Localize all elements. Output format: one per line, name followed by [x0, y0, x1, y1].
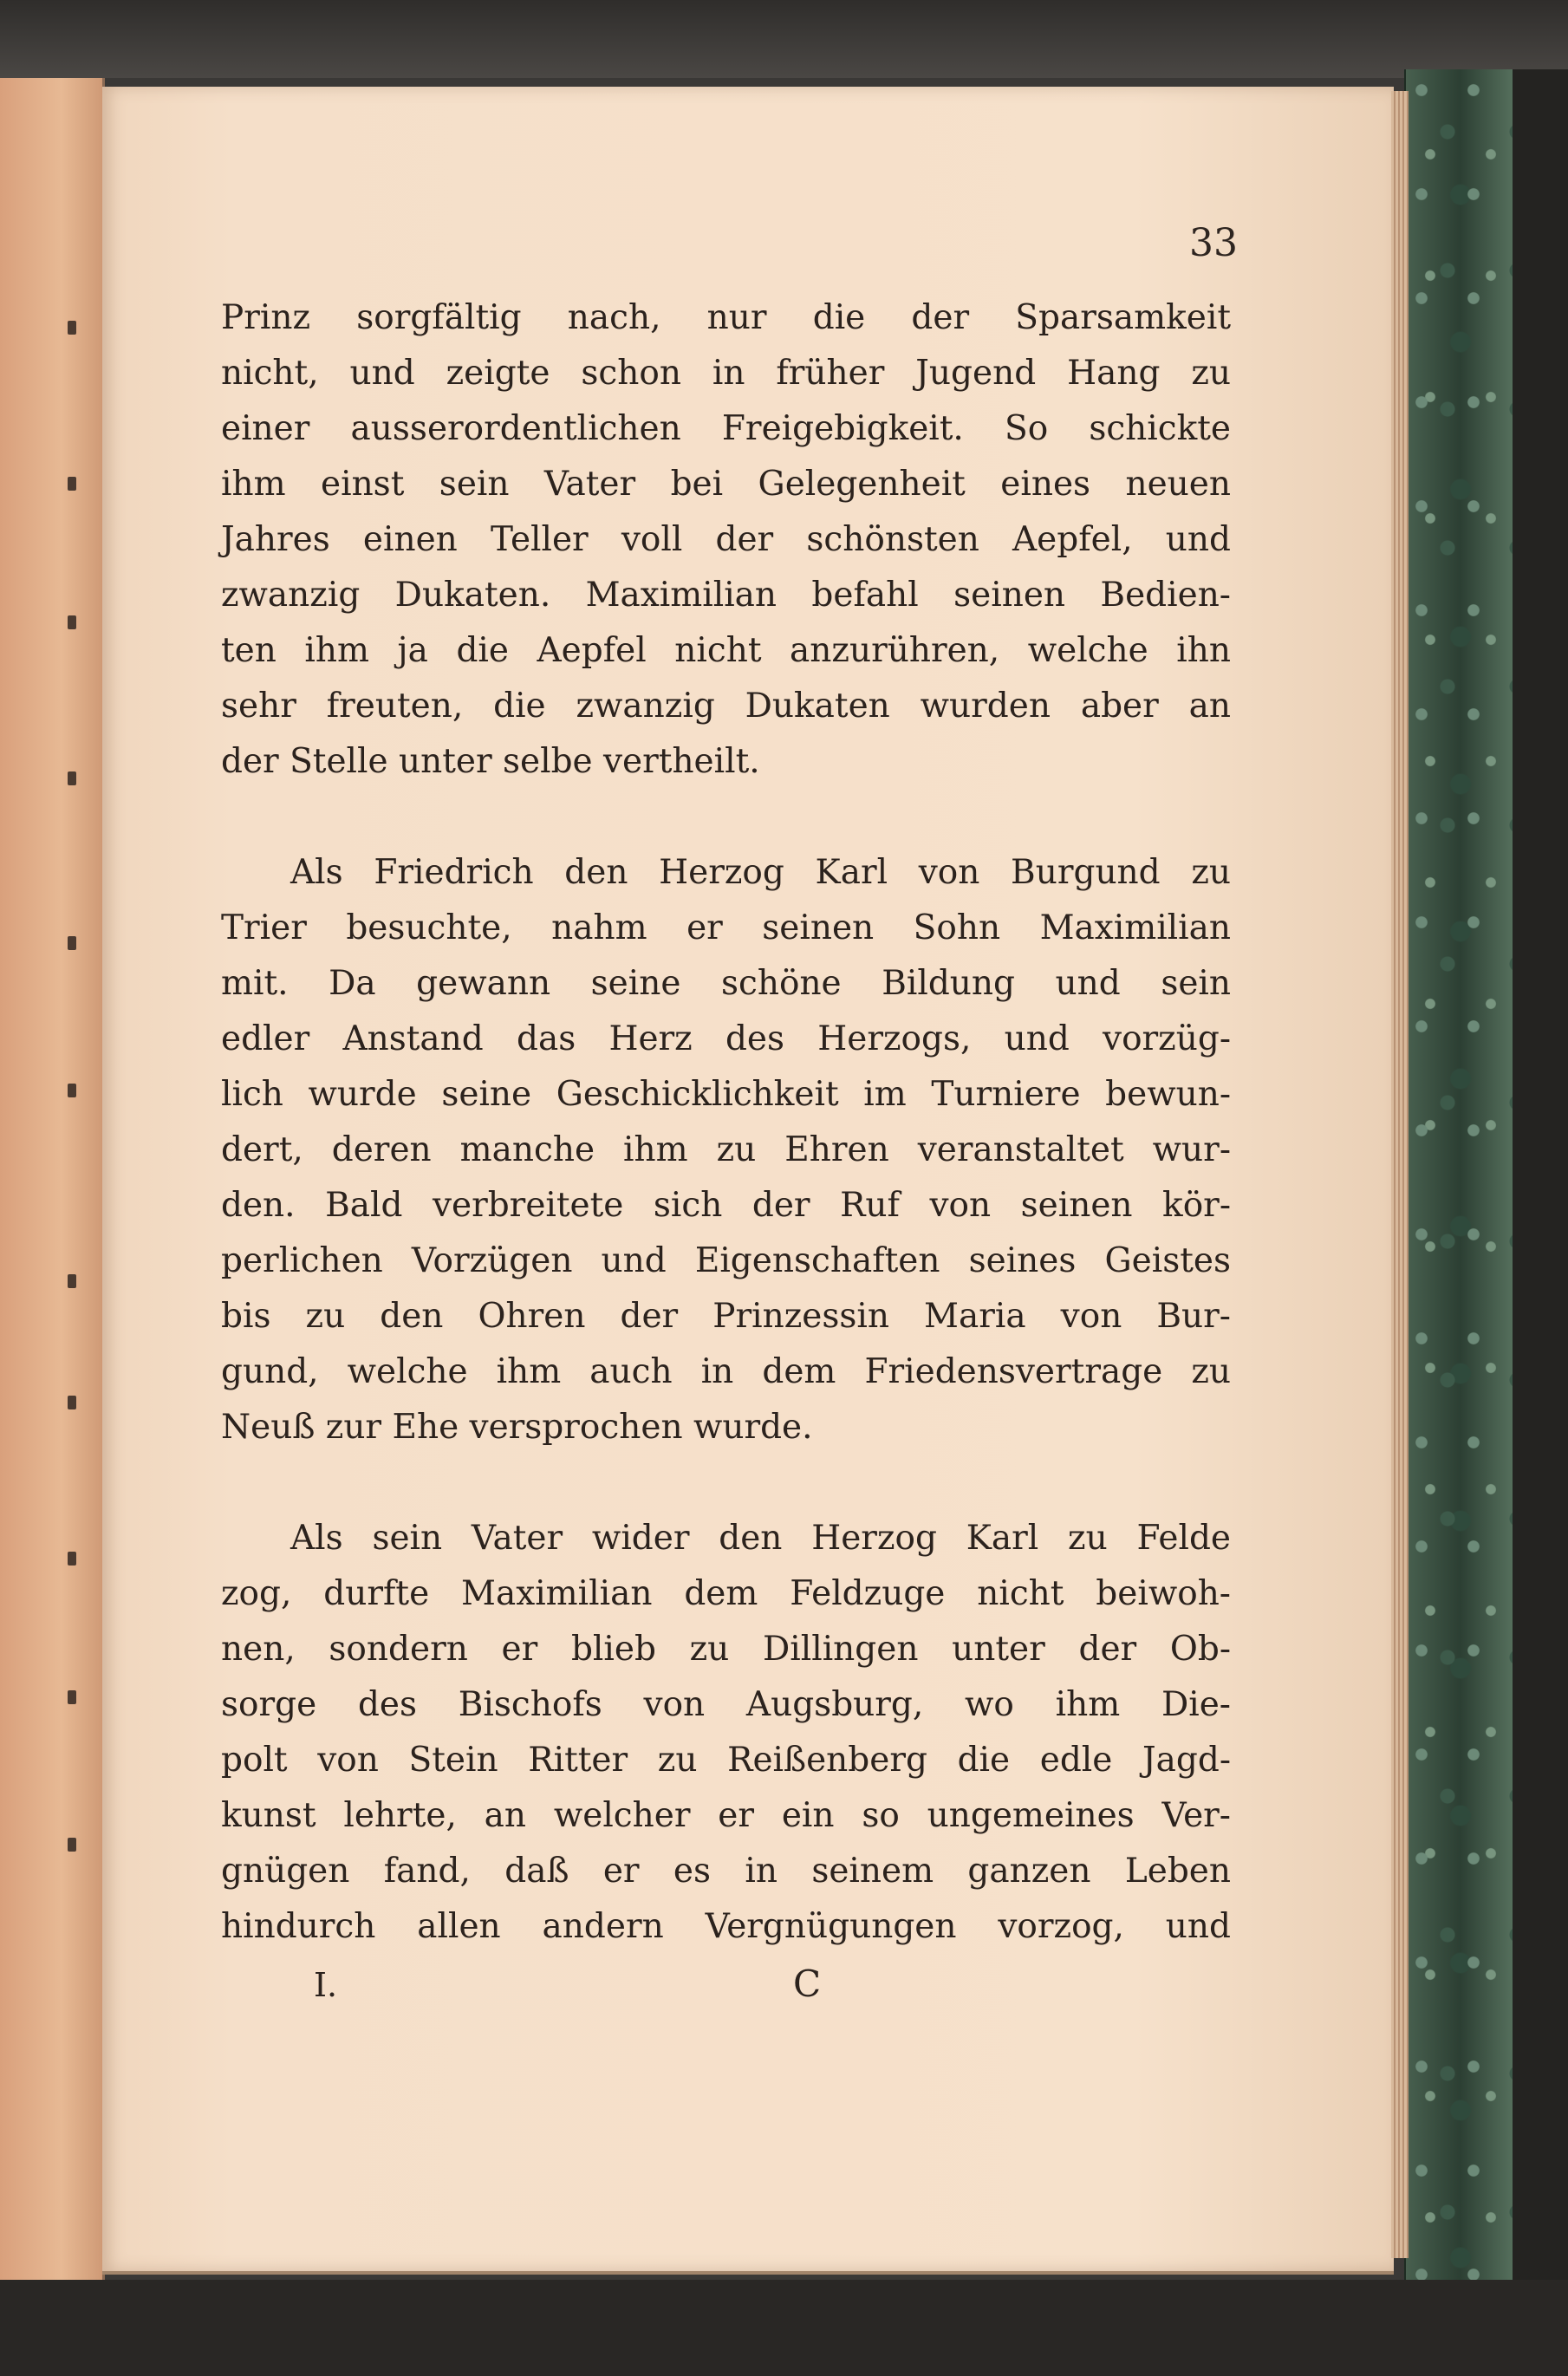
text-line: der Stelle unter selbe vertheilt. — [221, 742, 760, 781]
paragraph-gap — [221, 1455, 1231, 1511]
text-line: einer ausserordentlichen Freigebigkeit. So schickte — [221, 409, 1231, 448]
paragraph-1 — [221, 290, 1231, 790]
text-line: sehr freuten, die zwanzig Dukaten wurden aber an — [221, 687, 1231, 726]
text-line: lich wurde seine Geschicklichkeit im Turniere bewun- — [221, 1075, 1231, 1114]
text-line: sorge des Bischofs von Augsburg, wo ihm Die- — [221, 1685, 1231, 1724]
left-page-bleed-marks — [68, 251, 94, 1898]
catchword: C — [793, 1963, 822, 2005]
body-text — [221, 290, 1231, 1955]
text-line: nen, sondern er blieb zu Dillingen unter der Ob- — [221, 1630, 1231, 1669]
text-line: zog, durfte Maximilian dem Feldzuge nicht beiwoh- — [221, 1574, 1231, 1613]
paragraph-3 — [221, 1511, 1231, 1955]
text-line: zwanzig Dukaten. Maximilian befahl seinen Bedien- — [221, 576, 1231, 615]
left-page-edge — [0, 78, 105, 2280]
text-line: hindurch allen andern Vergnügungen vorzog, und — [221, 1907, 1231, 1946]
text-line: mit. Da gewann seine schöne Bildung und sein — [221, 964, 1231, 1003]
text-line: nicht, und zeigte schon in früher Jugend Hang zu — [221, 354, 1231, 393]
text-line: polt von Stein Ritter zu Reißenberg die edle Jagd- — [221, 1741, 1231, 1780]
paragraph-2 — [221, 845, 1231, 1455]
background-bottom — [0, 2280, 1568, 2376]
text-line: perlichen Vorzügen und Eigenschaften seines Geistes — [221, 1241, 1231, 1280]
text-line: Prinz sorgfältig nach, nur die der Sparsamkeit — [221, 298, 1231, 337]
text-line: bis zu den Ohren der Prinzessin Maria von Bur- — [221, 1297, 1231, 1336]
text-line: ihm einst sein Vater bei Gelegenheit eines neuen — [221, 465, 1231, 504]
text-line: kunst lehrte, an welcher er ein so ungemeines Ver- — [221, 1796, 1231, 1835]
text-line: edler Anstand das Herz des Herzogs, und vorzüg- — [221, 1019, 1231, 1058]
text-line: Als sein Vater wider den Herzog Karl zu Felde — [290, 1519, 1231, 1558]
text-line: Trier besuchte, nahm er seinen Sohn Maximilian — [221, 908, 1231, 947]
text-line: dert, deren manche ihm zu Ehren veranstaltet wur- — [221, 1130, 1231, 1169]
text-line: den. Bald verbreitete sich der Ruf von seinen kör- — [221, 1186, 1231, 1225]
text-line: gnügen fand, daß er es in seinem ganzen Leben — [221, 1852, 1231, 1891]
page-stack-edges — [1391, 91, 1409, 2258]
marbled-cover — [1404, 69, 1514, 2297]
page-number: 33 — [1189, 221, 1238, 265]
dark-background-right — [1513, 69, 1568, 2376]
signature-mark: I. — [314, 1966, 338, 2004]
text-line: Neuß zur Ehe versprochen wurde. — [221, 1408, 813, 1447]
paragraph-gap — [221, 790, 1231, 845]
text-line: Jahres einen Teller voll der schönsten Aepfel, und — [221, 520, 1231, 559]
text-line: ten ihm ja die Aepfel nicht anzurühren, welche ihn — [221, 631, 1231, 670]
background-top — [0, 0, 1568, 78]
text-line: gund, welche ihm auch in dem Friedensvertrage zu — [221, 1352, 1231, 1391]
text-line: Als Friedrich den Herzog Karl von Burgund zu — [290, 853, 1231, 892]
